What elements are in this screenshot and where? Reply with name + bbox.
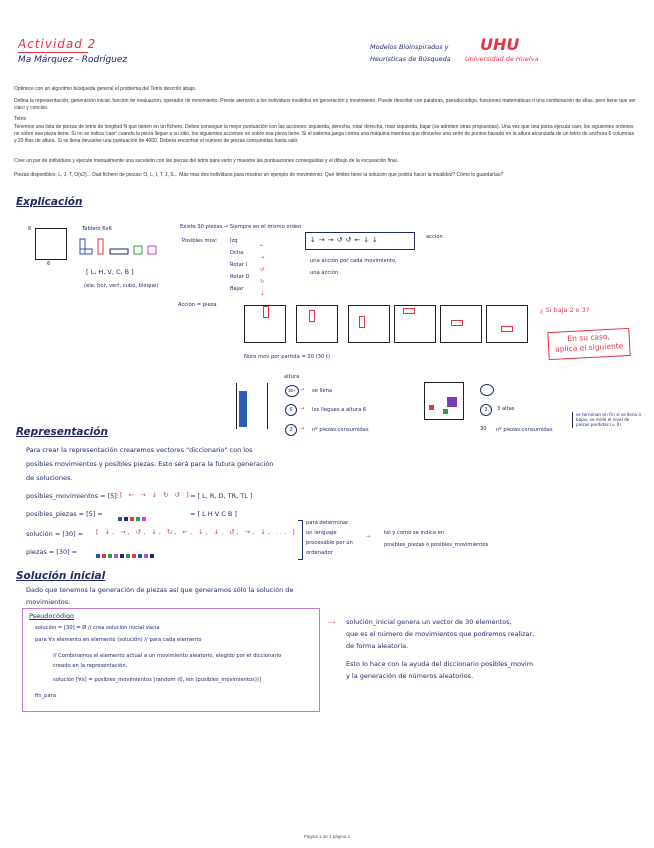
board-dim-rows: 6 <box>28 226 32 232</box>
page-footer: Página 1 de 1 página 1 <box>303 834 351 839</box>
outcome-circle-30: 30+ <box>285 385 299 397</box>
pseudo-line1: solución = [30] = Ø // crea solución inicial vacía <box>35 625 160 631</box>
outcome-circle-3: 3 <box>285 424 297 436</box>
step-board-3 <box>348 305 390 343</box>
board-diagram <box>35 228 67 260</box>
step-board-4 <box>394 305 436 343</box>
mov-value: = [ L, R, D, TR, TL ] <box>190 492 253 500</box>
outcome5: nº piezas consumidas <box>496 427 553 433</box>
brace-note3: procesable por un <box>306 540 353 546</box>
piece-c-icon <box>134 246 142 254</box>
course-line1: Modelos Bioinspirados y <box>370 43 449 51</box>
university-logo: UHU <box>480 35 520 54</box>
pseudo-title: Pseudocódigo <box>29 612 74 620</box>
sequence-arrows-icon: ↓→→↺↺←↓↓ <box>310 236 381 244</box>
repr-line1: Para crear la representación crearemos vectores "diccionario" con los <box>26 446 253 454</box>
pseudo-line3: // Combinamos el elemento actual a un movimiento aleatorio, elegido por el diccionario <box>53 653 282 659</box>
solucion-intro2: movimientos: <box>26 598 71 606</box>
brace-note1: para determinar <box>306 520 349 526</box>
piezas-label: posibles_piezas = [5] = <box>26 510 103 518</box>
brace-icon <box>298 520 303 560</box>
outcome1: se llena <box>312 388 333 394</box>
mov-label: posibles_movimientos = [5]: <box>26 492 119 500</box>
outcome-arrow2-icon: → <box>300 406 305 412</box>
section-solucion-heading: Solución inicial <box>16 570 106 582</box>
piece-b-icon <box>148 246 156 254</box>
outcome-arrow1-icon: → <box>300 387 305 393</box>
move-rotar-d: Rotar D <box>230 274 250 280</box>
final-board-diagram <box>424 382 464 420</box>
arrow-note2: posibles_piezas o posibles_movimientos <box>384 542 489 548</box>
title-underline <box>18 52 88 53</box>
section-explicacion-heading: Explicación <box>16 196 83 208</box>
outcome-circle-6: 6 <box>285 404 297 416</box>
step-board-6 <box>486 305 528 343</box>
piezas-value: = [ L H V C B ] <box>190 510 237 518</box>
step-board-1 <box>244 305 286 343</box>
move-rotar-i: Rotar I <box>230 262 248 268</box>
pseudo-line5: solución [∀x] = posibles_movimientos [random (0, len (posibles_movimientos))] <box>53 677 261 683</box>
outcome2: los llegues a altura 6 <box>312 407 367 413</box>
outcome-circle-3b: 3 <box>480 404 492 416</box>
university-name: Universidad de Huelva <box>465 55 539 63</box>
mov-arrows-icon: [ ← → ↓ ↻ ↺ ] <box>120 491 191 499</box>
solucion-note1: solución_inicial genera un vector de 30 elementos, <box>346 618 512 626</box>
altura-label: altura <box>284 374 300 380</box>
outcome-circle-empty <box>480 384 494 396</box>
author: Ma Márquez - Rodríguez <box>18 55 128 65</box>
solucion-note3: de forma aleatoria. <box>346 642 409 650</box>
score-label: 30 <box>480 426 487 432</box>
solucion-note5: y la generación de números aleatorios. <box>346 672 474 680</box>
solucion-label: solución = [30] = <box>26 530 84 538</box>
piezas30-vector-icons <box>96 547 156 565</box>
outcome-note: se terminan en Fin si se llena o bajas, se mide el nivel de piezas perdidas (= 0) <box>572 412 642 428</box>
max-moves: Nuro mov por partida = 30 (30 t) <box>244 354 330 360</box>
step-board-5 <box>440 305 482 343</box>
pseudocode-box <box>22 608 320 712</box>
intro-p3: Tenemos una lista de piezas de tetris de longitud N que tienen en un fichero. Debes conseguir la mejor puntuación con las acciones: izquierda, derecha, rotar derecha, rotar izquierda, bajar (se admiten otras propuestas). Una vez que una pieza ejecuta caer, los siguientes ordenes no sobre esa pieza tiene. Si no se indica 'caer' cuando la pieza llegue a su sitio, los siguientes acciones no sobre esa pieza tiene. Si el sistema juega contra una máquina mientras que devuelve una serie de puntos basado en la altura alcanzada de un tetris de anchura 6 columnas y 20 filas de altura. Si se llena devuelve una puntuación de 4000. Deberá encontrar el número de piezas consumidas hasta salir. <box>14 124 635 145</box>
steps-label: Acción = pieza <box>178 302 217 308</box>
question-text: ¿ Si baja 2 o 3? <box>540 306 590 314</box>
sequence-note1: una acción por cada movimiento, <box>310 258 397 264</box>
move-dcha: Dcha <box>230 250 244 256</box>
case-box <box>547 328 630 360</box>
sequence-box <box>305 232 415 250</box>
piece-shapes <box>78 237 168 265</box>
brace-note2: un lenguaje <box>306 530 337 536</box>
arrow-note1: tal y como se indica en <box>384 530 445 536</box>
repr-line2: posibles movimientos y posibles piezas. Esto será para la futura generación <box>26 460 274 468</box>
intro-p3-title: Tetris <box>14 116 26 122</box>
intro-p4: Cree un par de individuos y ejecute manualmente una sucesión con las piezas del tetris para verlo y muestre las puntuaciones conseguidas y el dibujo de la excavación final. <box>14 158 399 164</box>
title: Actividad 2 <box>18 37 97 51</box>
step-board-2 <box>296 305 338 343</box>
solucion-arrow-icon: ⟶ <box>328 620 336 626</box>
solucion-note4: Esto lo hace con la ayuda del diccionario posibles_movim <box>346 660 534 668</box>
solucion-vector-icon: [ ↓, →, ↺, ↓, ↻, ←, ↓, ↓, ↺, →, ↓, ... ] <box>96 528 297 536</box>
piece-v-icon <box>98 239 103 254</box>
existe-line: Existe 30 piezas → Siempre en el mismo orden <box>180 224 302 230</box>
case-label1: En su caso, <box>567 331 611 344</box>
piece-l-icon <box>80 239 85 254</box>
case-label2: aplica el siguiente <box>554 341 624 354</box>
outcome4: 3 altas <box>497 406 515 412</box>
section-representacion-heading: Representación <box>16 426 108 438</box>
repr-arrow-icon: → <box>366 534 371 540</box>
piece-h-icon <box>110 249 128 254</box>
pseudo-line2: para ∀x elemento en elemento (solución) // para cada elemento <box>35 637 202 643</box>
sequence-label: acción <box>426 234 443 240</box>
outcome3: nº piezas consumidas <box>312 427 369 433</box>
intro-p5: Piezas disponibles: L, J, T, O(x2)... Dad fichero de piezas: O, L, I, T, J, S... Más mas dos individuos para mostrar un ejemplo de movimiento. Qué limites tiene la solución que podría hacer la invalidez? Cómo lo guardarías? <box>14 172 504 178</box>
brace-note4: ordenador <box>306 550 333 556</box>
repr-line3: de soluciones. <box>26 474 73 482</box>
intro-p1: Optimice con un algoritmo búsqueda general el problema del Tetris descrito abajo. <box>14 86 197 92</box>
pseudo-line6: fin_para <box>35 693 56 699</box>
board-label: Tablero 6x6 <box>82 226 112 232</box>
sequence-note2: una acción. <box>310 270 340 276</box>
pieces-note: (ele, hor, vert, cubo, bloque) <box>84 283 159 289</box>
course-line2: Heurísticas de Búsqueda <box>370 55 451 63</box>
move-bajar: Bajar <box>230 286 244 292</box>
piece-l-foot-icon <box>80 249 92 254</box>
pieces-list: [ L, H, V, C, B ] <box>86 268 134 276</box>
piezas30-label: piezas = [30] = <box>26 548 78 556</box>
solucion-note2: que es el número de movimientos que podremos realizar, <box>346 630 535 638</box>
outcome-arrow3-icon: → <box>300 426 305 432</box>
board-dim-cols: 6 <box>47 261 51 267</box>
intro-p2: Defina la representación, generación inicial, función de evaluación, operador de movimiento. Preste atención a los individuos inválidos en generación y movimiento. Puede describir con palabras, pseudocódigo, funciones matemáticas o una combinación de ellas, pero tiene que ser claro y conciso. <box>14 98 636 112</box>
pseudo-line4: creado en la representación. <box>53 663 128 669</box>
moves-label: Posibles mov: <box>182 238 218 244</box>
move-izq: Izq <box>230 238 238 244</box>
move-arrow-icons: ← → ↺ ↻ ↓ <box>260 243 265 297</box>
solucion-intro1: Dado que tenemos la generación de piezas así que generamos sólo la solución de <box>26 586 294 594</box>
filled-board-diagram <box>236 383 268 429</box>
piezas-color-icons <box>118 510 148 528</box>
